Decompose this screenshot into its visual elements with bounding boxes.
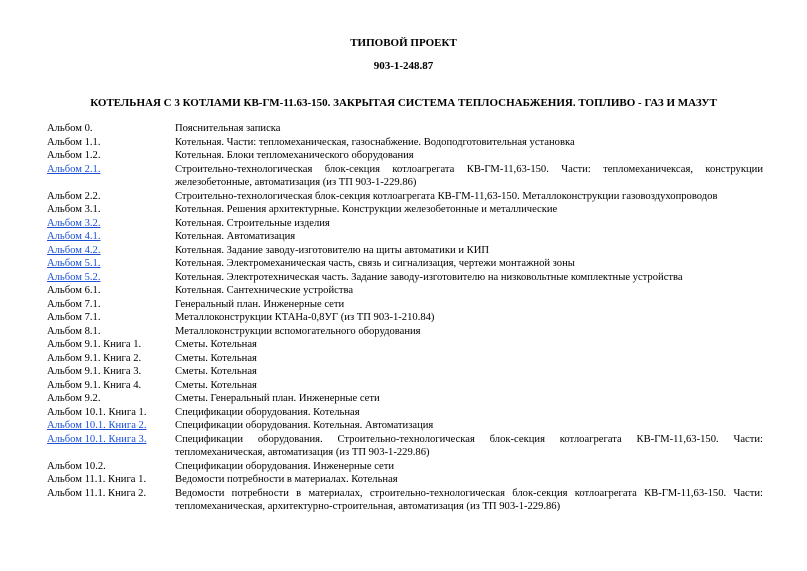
album-row xyxy=(47,284,763,298)
album-row xyxy=(47,257,763,271)
album-row xyxy=(47,352,763,366)
album-link[interactable]: Альбом 4.1. xyxy=(47,231,101,242)
album-label: Альбом 3.1. xyxy=(47,204,101,215)
album-description: Пояснительная записка xyxy=(175,123,281,134)
album-row xyxy=(47,149,763,163)
album-description: Строительно-технологическая блок-секция котлоагрегата КВ-ГМ-11,63-150. Металлоконструкции газовоздухопроводов xyxy=(175,190,718,202)
album-label: Альбом 9.2. xyxy=(47,393,101,404)
album-row xyxy=(47,433,763,460)
album-label: Альбом 9.1. Книга 1. xyxy=(47,339,142,350)
album-label: Альбом 9.1. Книга 2. xyxy=(47,352,142,364)
album-row xyxy=(47,460,763,474)
album-label: Альбом 11.1. Книга 1. xyxy=(47,474,147,485)
album-link[interactable]: Альбом 10.1. Книга 2. xyxy=(47,420,147,431)
album-row xyxy=(47,271,763,285)
album-row xyxy=(47,487,763,514)
album-link[interactable]: Альбом 10.1. Книга 3. xyxy=(47,433,147,445)
album-label: Альбом 2.2. xyxy=(47,190,101,202)
album-description: Котельная. Части: тепломеханическая, газоснабжение. Водоподготовительная установка xyxy=(175,136,575,148)
album-label: Альбом 10.1. Книга 1. xyxy=(47,406,147,418)
album-row xyxy=(47,163,763,190)
album-description: Сметы. Генеральный план. Инженерные сети xyxy=(175,393,380,404)
album-label: Альбом 1.2. xyxy=(47,150,101,161)
album-description: Спецификации оборудования. Инженерные сети xyxy=(175,460,395,472)
album-row xyxy=(47,230,763,244)
album-description: Ведомости потребности в материалах, строительно-технологическая блок-секция котлоагрегата КВ-ГМ-11,63-150. Части: тепломеханическая, архитектурно-строительная, автоматизация (из ТП 903-1-229.86) xyxy=(175,487,763,512)
album-row xyxy=(47,365,763,379)
album-description: Ведомости потребности в материалах. Котельная xyxy=(175,474,398,485)
album-link[interactable]: Альбом 2.1. xyxy=(47,163,101,175)
album-description: Котельная. Строительные изделия xyxy=(175,217,330,229)
document-title: ТИПОВОЙ ПРОЕКТ xyxy=(350,37,457,49)
album-description: Спецификации оборудования. Котельная xyxy=(175,406,360,418)
album-row xyxy=(47,122,763,136)
album-description: Сметы. Котельная xyxy=(175,379,257,391)
album-label: Альбом 6.1. xyxy=(47,285,101,296)
album-link[interactable]: Альбом 3.2. xyxy=(47,217,101,229)
album-description: Котельная. Электротехническая часть. Задание заводу-изготовителю на низковольтные комплектные устройства xyxy=(175,271,683,283)
album-row xyxy=(47,473,763,487)
album-row xyxy=(47,136,763,150)
album-label: Альбом 10.2. xyxy=(47,460,106,472)
album-description: Сметы. Котельная xyxy=(175,352,257,364)
album-row xyxy=(47,419,763,433)
album-row xyxy=(47,190,763,204)
album-row xyxy=(47,325,763,339)
album-row xyxy=(47,217,763,231)
album-link[interactable]: Альбом 5.1. xyxy=(47,258,101,269)
album-description: Котельная. Сантехнические устройства xyxy=(175,285,354,296)
album-row xyxy=(47,392,763,406)
album-description: Строительно-технологическая блок-секция котлоагрегата КВ-ГМ-11,63-150. Части: тепломеханичексая, конструкции железобетонные, автоматизация (из ТП 903-1-229.86) xyxy=(175,163,763,188)
album-row xyxy=(47,406,763,420)
album-list xyxy=(47,122,763,514)
album-row xyxy=(47,203,763,217)
album-label: Альбом 7.1. xyxy=(47,298,101,310)
album-description: Спецификации оборудования. Строительно-технологическая блок-секция котлоагрегата КВ-ГМ-11,63-150. Части: тепломеханическая, автоматизация (из ТП 903-1-229.86) xyxy=(175,433,763,458)
project-subtitle: КОТЕЛЬНАЯ С 3 КОТЛАМИ КВ-ГМ-11.63-150. ЗАКРЫТАЯ СИСТЕМА ТЕПЛОСНАБЖЕНИЯ. ТОПЛИВО - ГАЗ И МАЗУТ xyxy=(90,97,717,109)
album-description: Котельная. Автоматизация xyxy=(175,231,296,242)
album-description: Спецификации оборудования. Котельная. Автоматизация xyxy=(175,420,434,431)
album-label: Альбом 0. xyxy=(47,123,93,134)
album-row xyxy=(47,311,763,325)
project-number: 903-1-248.87 xyxy=(373,60,434,72)
album-label: Альбом 9.1. Книга 3. xyxy=(47,366,142,377)
album-description: Металлоконструкции вспомогательного оборудования xyxy=(175,325,421,337)
album-description: Котельная. Электромеханическая часть, связь и сигнализация, чертежи монтажной зоны xyxy=(175,258,575,269)
album-row xyxy=(47,338,763,352)
album-row xyxy=(47,379,763,393)
album-label: Альбом 8.1. xyxy=(47,325,101,337)
album-row xyxy=(47,244,763,258)
album-description: Сметы. Котельная xyxy=(175,339,257,350)
album-description: Сметы. Котельная xyxy=(175,366,257,377)
album-description: Котельная. Задание заводу-изготовителю на щиты автоматики и КИП xyxy=(175,244,490,256)
album-description: Генеральный план. Инженерные сети xyxy=(175,298,345,310)
album-label: Альбом 9.1. Книга 4. xyxy=(47,379,142,391)
album-label: Альбом 11.1. Книга 2. xyxy=(47,487,147,499)
album-label: Альбом 1.1. xyxy=(47,136,101,148)
album-link[interactable]: Альбом 5.2. xyxy=(47,271,101,283)
album-description: Котельная. Блоки тепломеханического оборудования xyxy=(175,150,414,161)
album-link[interactable]: Альбом 4.2. xyxy=(47,244,101,256)
album-description: Металлоконструкции КТАНа-0,8УГ (из ТП 903-1-210.84) xyxy=(175,312,435,323)
album-row xyxy=(47,298,763,312)
album-description: Котельная. Решения архитектурные. Конструкции железобетонные и металлические xyxy=(175,204,558,215)
album-label: Альбом 7.1. xyxy=(47,312,101,323)
